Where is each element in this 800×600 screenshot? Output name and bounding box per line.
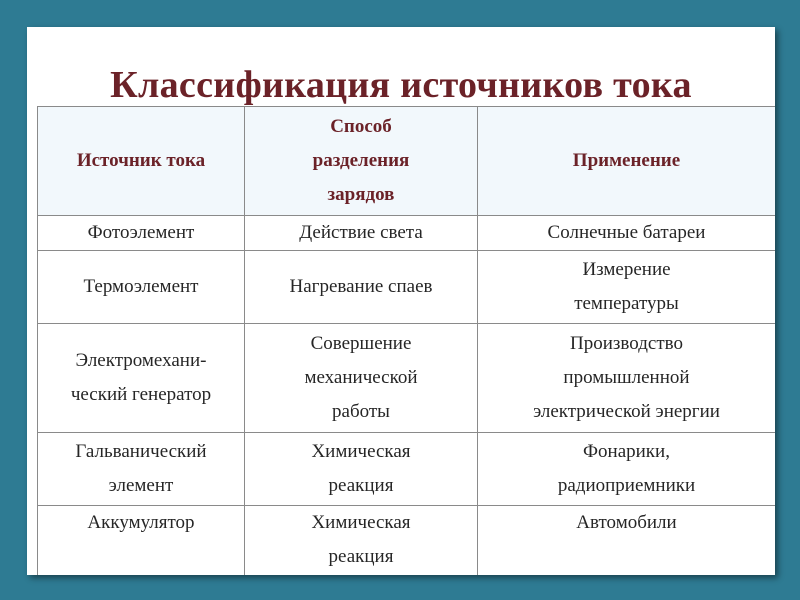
cell-method: Химическая реакция xyxy=(245,433,478,506)
slide-canvas xyxy=(27,27,775,575)
slide-title: Классификация источников тока xyxy=(110,64,692,106)
cell-application: Автомобили xyxy=(478,506,776,576)
table-row xyxy=(38,216,776,251)
cell-source: Гальванический элемент xyxy=(38,433,245,506)
cell-source: Фотоэлемент xyxy=(38,216,245,251)
classification-table xyxy=(37,106,775,575)
cell-application: Фонарики, радиоприемники xyxy=(478,433,776,506)
header-application: Применение xyxy=(478,107,776,216)
cell-application: Измерение температуры xyxy=(478,251,776,324)
table-row xyxy=(38,433,776,506)
cell-method: Нагревание спаев xyxy=(245,251,478,324)
table-row xyxy=(38,251,776,324)
header-method: Способ разделения зарядов xyxy=(245,107,478,216)
cell-method: Химическая реакция xyxy=(245,506,478,576)
cell-source: Термоэлемент xyxy=(38,251,245,324)
cell-application: Производство промышленной электрической энергии xyxy=(478,324,776,433)
cell-application: Солнечные батареи xyxy=(478,216,776,251)
cell-method: Совершение механической работы xyxy=(245,324,478,433)
table-header-row xyxy=(38,107,776,216)
table-row xyxy=(38,324,776,433)
cell-method: Действие света xyxy=(245,216,478,251)
header-source: Источник тока xyxy=(38,107,245,216)
table-row xyxy=(38,506,776,576)
cell-source: Электромехани- ческий генератор xyxy=(38,324,245,433)
cell-source: Аккумулятор xyxy=(38,506,245,576)
